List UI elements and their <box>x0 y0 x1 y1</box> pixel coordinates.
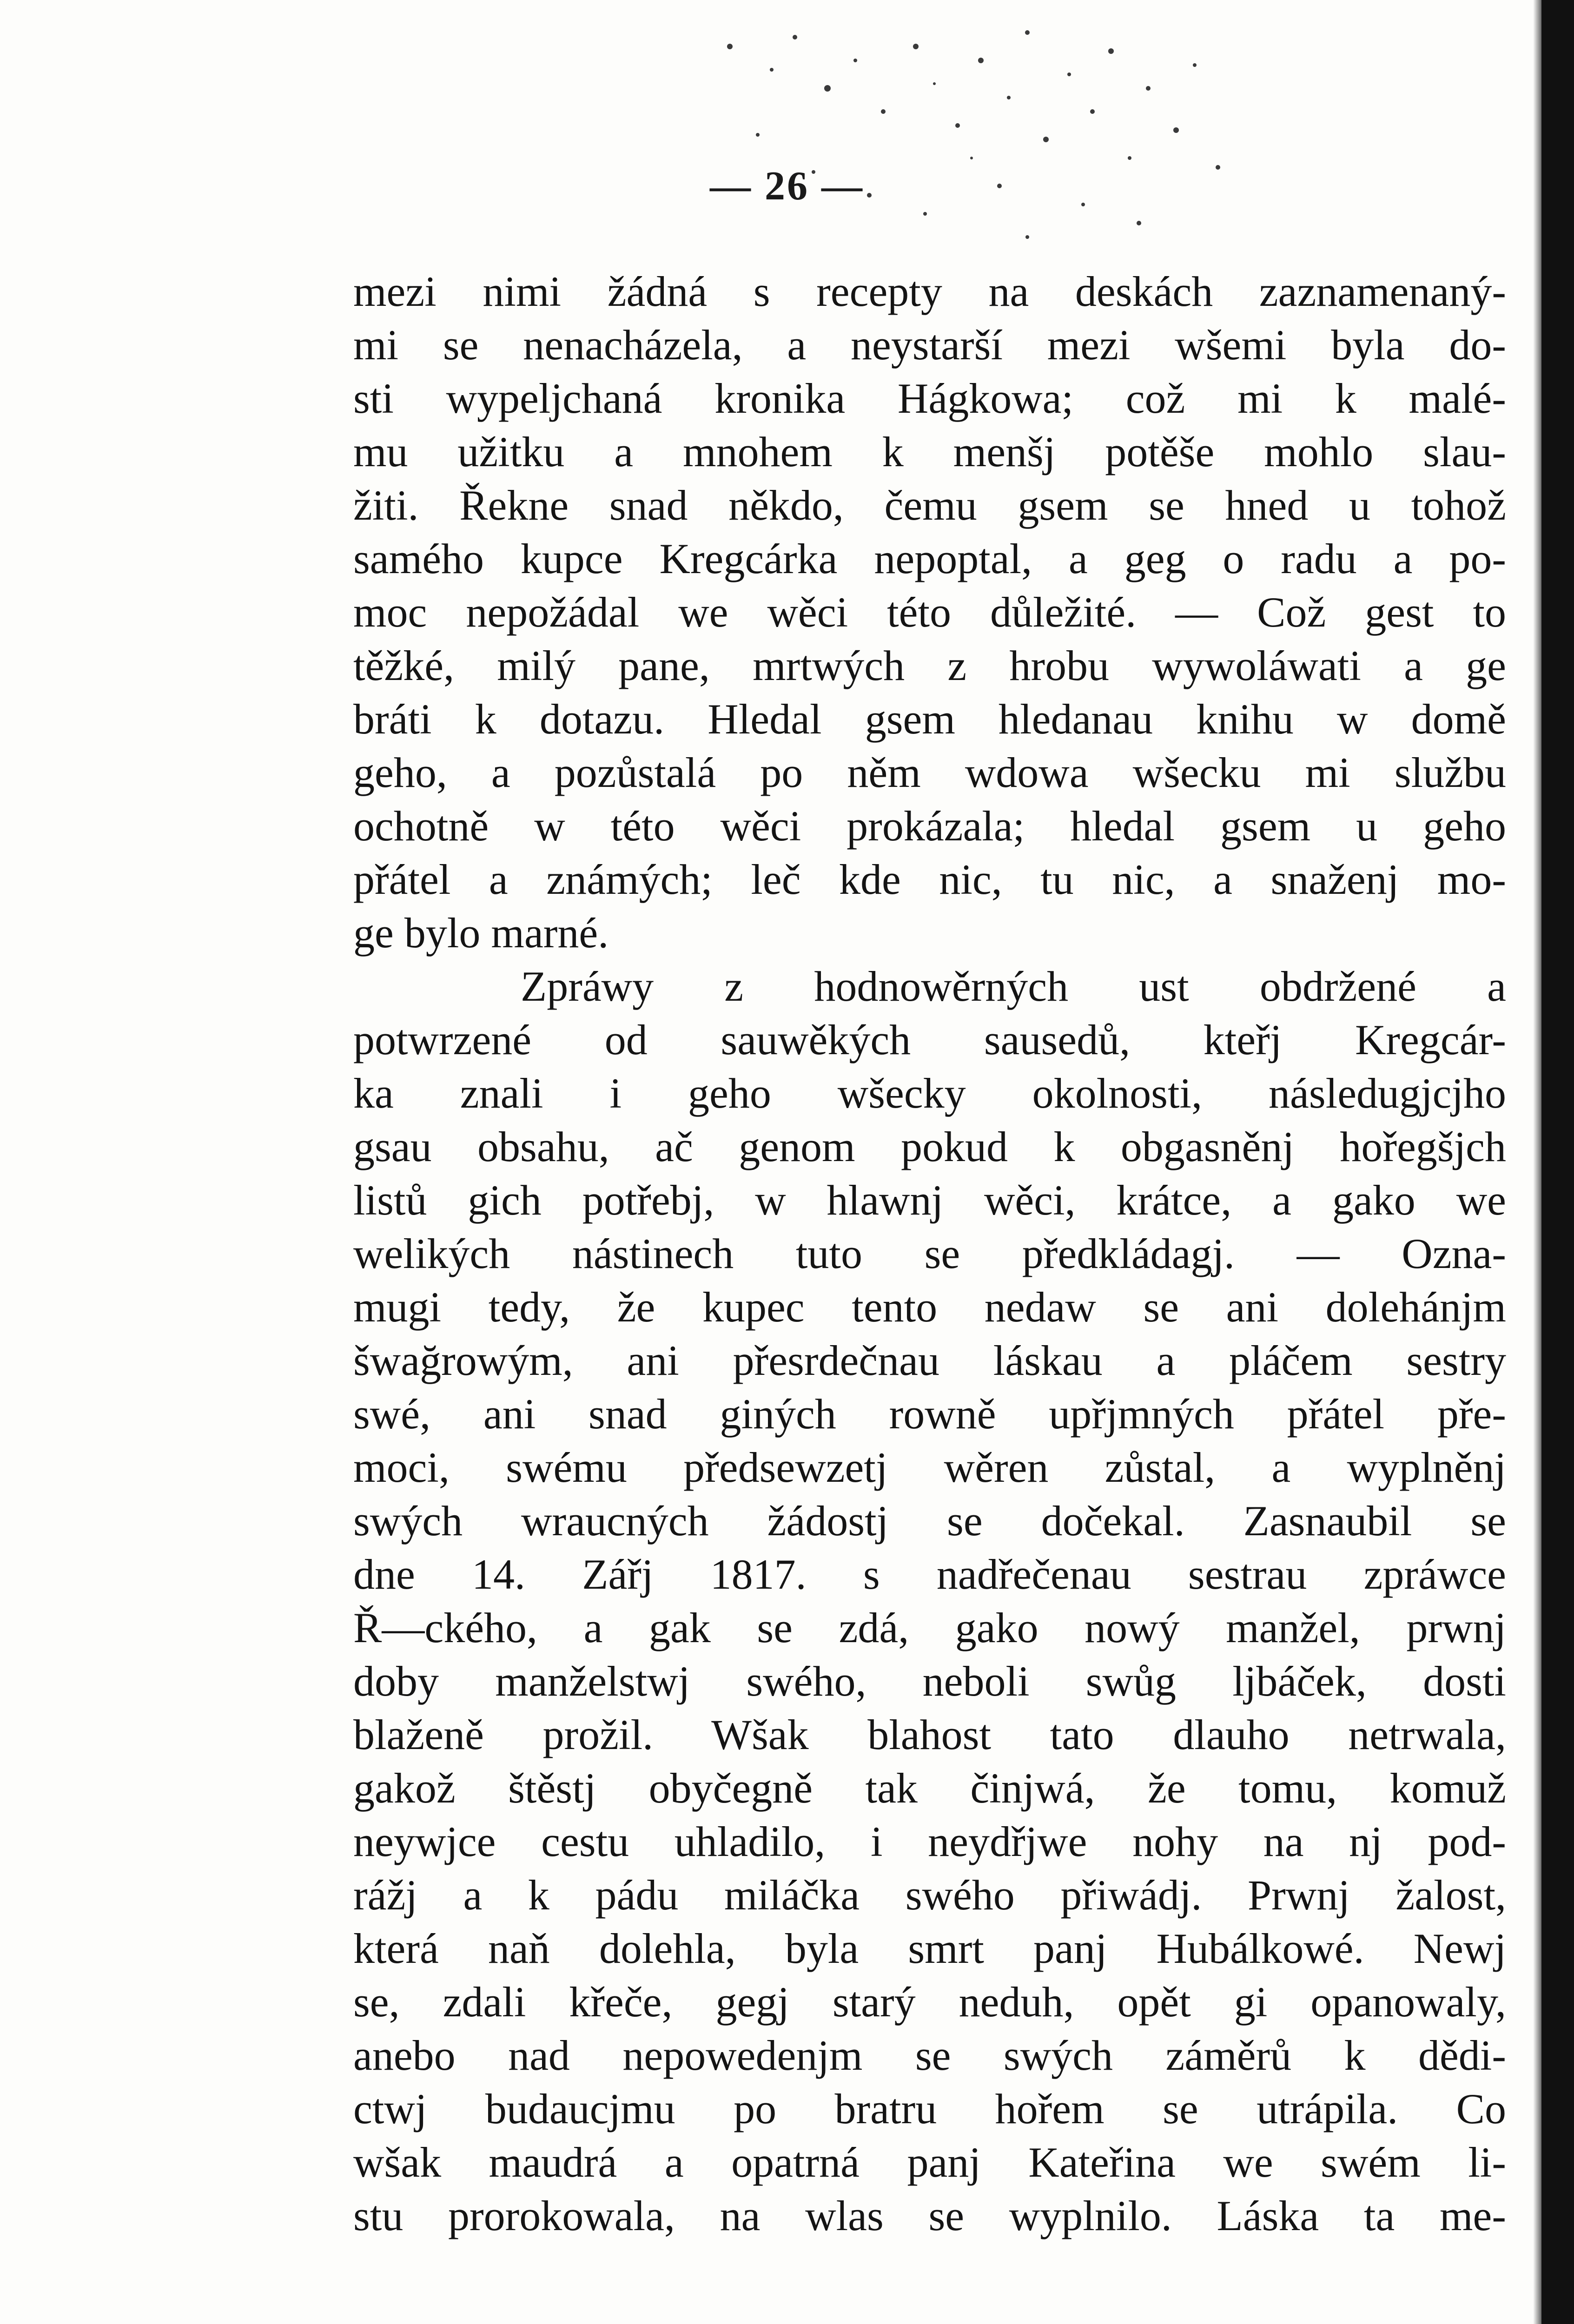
text-line: mugi tedy, že kupec tento nedaw se ani dolehánjm <box>353 1283 1506 1331</box>
text-line: neywjce cestu uhladilo, i neydřjwe nohy na nj pod- <box>353 1818 1506 1865</box>
text-line: samého kupce Kregcárka nepoptal, a geg o radu a po- <box>353 535 1506 582</box>
text-line: rážj a k pádu miláčka swého přiwádj. Prwnj žalost, <box>353 1871 1506 1919</box>
text-line: stu prorokowala, na wlas se wyplnilo. Láska ta me- <box>353 2192 1506 2239</box>
text-line: blaženě prožil. Wšak blahost tato dlauho netrwala, <box>353 1711 1506 1758</box>
text-line: gakož štěstj obyčegně tak činjwá, že tomu, komuž <box>353 1764 1506 1812</box>
text-line: potwrzené od sauwěkých sausedů, kteřj Kregcár- <box>353 1016 1506 1063</box>
text-line: anebo nad nepowedenjm se swých záměrů k dědi- <box>353 2032 1506 2079</box>
text-line: těžké, milý pane, mrtwých z hrobu wywoláwati a ge <box>353 642 1506 689</box>
text-line: gsau obsahu, ač genom pokud k obgasněnj hořegšjch <box>353 1123 1506 1170</box>
text-line: listů gich potřebj, w hlawnj wěci, krátce, a gako we <box>353 1176 1506 1224</box>
scan-speckle-noise <box>674 19 1278 260</box>
text-line: přátel a známých; leč kde nic, tu nic, a snaženj mo- <box>353 856 1506 903</box>
text-line: Ř—ckého, a gak se zdá, gako nowý manžel, prwnj <box>353 1604 1506 1651</box>
text-line: ctwj budaucjmu po bratru hořem se utrápila. Co <box>353 2085 1506 2133</box>
text-line: která naň dolehla, byla smrt panj Hubálkowé. Newj <box>353 1925 1506 1972</box>
text-line: ge bylo marné. <box>353 909 609 957</box>
text-line: moci, swému předsewzetj wěren zůstal, a wyplněnj <box>353 1444 1506 1491</box>
text-line: šwağrowým, ani přesrdečnau láskau a pláčem sestry <box>353 1337 1506 1384</box>
book-spine-edge <box>1541 0 1574 2324</box>
text-line: mu užitku a mnohem k menšj potěše mohlo slau- <box>353 428 1506 475</box>
text-line: žiti. Řekne snad někdo, čemu gsem se hned u tohož <box>353 482 1506 529</box>
text-line: bráti k dotazu. Hledal gsem hledanau knihu w domě <box>353 695 1506 743</box>
page-edge-shadow <box>1533 0 1541 2324</box>
text-line: ka znali i geho wšecky okolnosti, následugjcjho <box>353 1070 1506 1117</box>
text-line: ochotně w této wěci prokázala; hledal gsem u geho <box>353 802 1506 850</box>
text-line: wšak maudrá a opatrná panj Kateřina we swém li- <box>353 2139 1506 2186</box>
text-line: doby manželstwj swého, neboli swůg ljbáček, dosti <box>353 1657 1506 1705</box>
text-line: sti wypeljchaná kronika Hágkowa; což mi k malé- <box>353 375 1506 422</box>
text-line: geho, a pozůstalá po něm wdowa wšecku mi službu <box>353 749 1506 796</box>
text-line: moc nepožádal we wěci této důležité. — Což gest to <box>353 588 1506 636</box>
text-line: welikých nástinech tuto se předkládagj. — Ozna- <box>353 1230 1506 1277</box>
text-line: mezi nimi žádná s recepty na deskách zaznamenaný- <box>353 268 1506 315</box>
text-line: swých wraucných žádostj se dočekal. Zasnaubil se <box>353 1497 1506 1545</box>
text-line: mi se nenacházela, a neystarší mezi wšemi byla do- <box>353 321 1506 369</box>
text-line: swé, ani snad giných rowně upřjmných přátel pře- <box>353 1390 1506 1438</box>
text-line: dne 14. Zářj 1817. s nadřečenau sestrau zpráwce <box>353 1551 1506 1598</box>
paragraph-first-line: Zpráwy z hodnowěrných ust obdržené a <box>521 963 1506 1010</box>
body-text <box>353 265 1506 2243</box>
page-number: — 26 — <box>710 164 864 209</box>
text-line: se, zdali křeče, gegj starý neduh, opět gi opanowaly, <box>353 1978 1506 2026</box>
